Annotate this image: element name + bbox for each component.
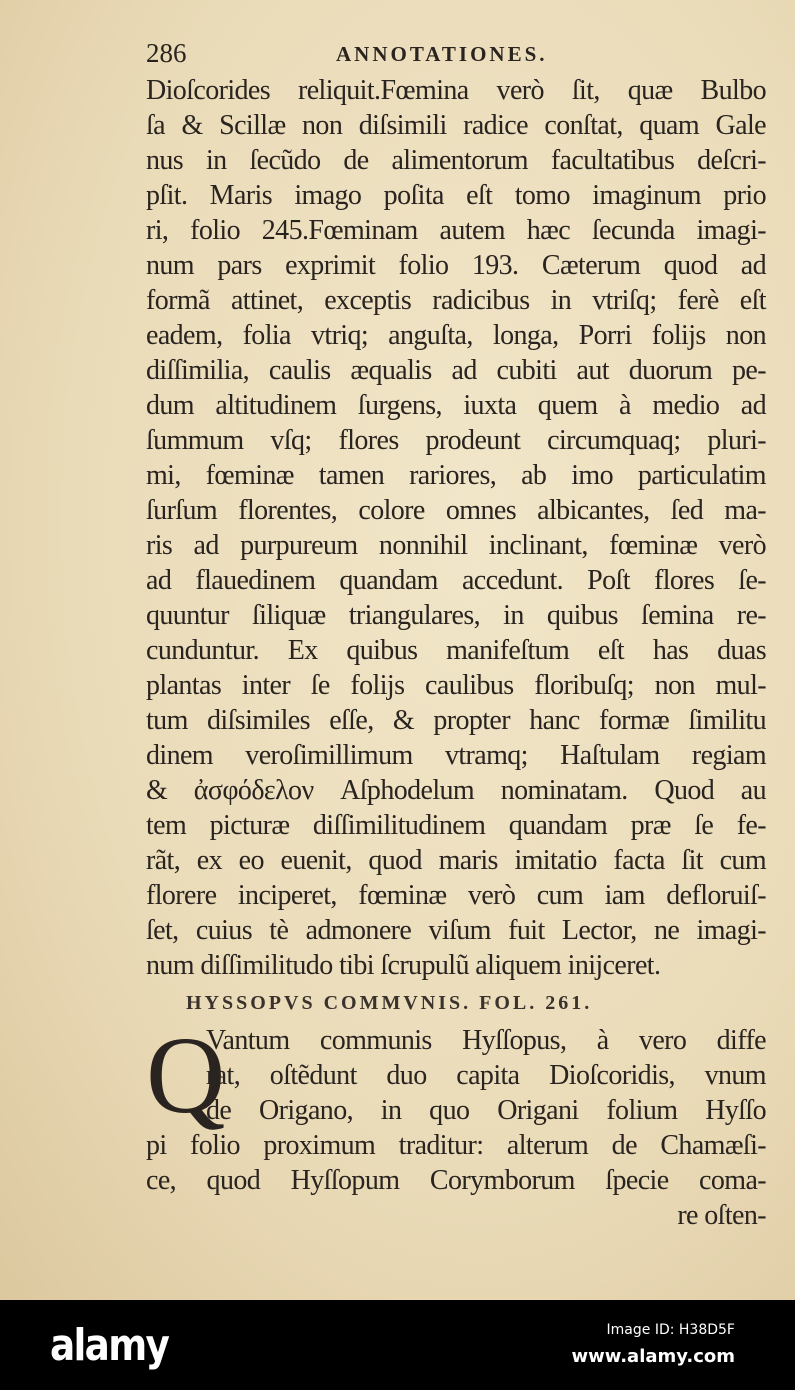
text-line: plantas inter ſe folijs caulibus floribuſq; non mul- <box>146 670 766 701</box>
text-line: rãt, ex eo euenit, quod maris imitatio facta ſit cum <box>146 845 766 876</box>
text-line: tem picturæ diſſimilitudinem quandam præ ſe fe- <box>146 810 766 841</box>
text-line: dum altitudinem ſurgens, iuxta quem à medio ad <box>146 390 766 421</box>
text-line: quuntur ſiliquæ triangulares, in quibus ſemina re- <box>146 600 766 631</box>
running-head: ANNOTATIONES. <box>336 42 548 66</box>
text-line: num diſſimilitudo tibi ſcrupulũ aliquem inijceret. <box>146 950 661 981</box>
page-header <box>146 38 766 72</box>
text-line: ris ad purpureum nonnihil inclinant, fœminæ verò <box>146 530 766 561</box>
text-line: formã attinet, exceptis radicibus in vtriſq; ferè eſt <box>146 285 766 316</box>
alamy-logo: alamy <box>50 1320 169 1371</box>
page-body <box>146 73 766 1233</box>
text-line: ſa & Scillæ non diſsimili radice conſtat, quam Gale <box>146 110 766 141</box>
text-line: ſummum vſq; flores prodeunt circumquaq; pluri- <box>146 425 766 456</box>
text-line: rat, oſtẽdunt duo capita Dioſcoridis, vnum <box>206 1060 766 1091</box>
text-line: num pars exprimit folio 193. Cæterum quod ad <box>146 250 766 281</box>
section-heading: HYSSOPVS COMMVNIS. FOL. 261. <box>186 992 593 1014</box>
text-line: pſit. Maris imago poſita eſt tomo imaginum prio <box>146 180 766 211</box>
text-line: mi, fœminæ tamen rariores, ab imo particulatim <box>146 460 766 491</box>
text-line: tum diſsimiles eſſe, & propter hanc formæ ſimilitu <box>146 705 766 736</box>
text-line: & ἀσφόδελον Aſphodelum nominatam. Quod au <box>146 775 766 806</box>
text-line: ri, folio 245.Fœminam autem hæc ſecunda imagi- <box>146 215 766 246</box>
text-line: Dioſcorides reliquit.Fœmina verò ſit, quæ Bulbo <box>146 75 766 106</box>
text-line: Vantum communis Hyſſopus, à vero diffe <box>206 1025 766 1056</box>
text-line: ad flauedinem quandam accedunt. Poſt flores ſe- <box>146 565 766 596</box>
text-line: ſet, cuius tè admonere viſum fuit Lector, ne imagi- <box>146 915 766 946</box>
watermark-footer <box>0 1300 795 1390</box>
text-line: cunduntur. Ex quibus manifeſtum eſt has duas <box>146 635 766 666</box>
paragraph-1 <box>146 73 766 983</box>
text-line: de Origano, in quo Origani folium Hyſſo <box>206 1095 766 1126</box>
text-line: pi folio proximum traditur: alterum de Chamæſi- <box>146 1130 766 1161</box>
drop-cap: Q <box>146 1014 226 1136</box>
website: www.alamy.com <box>571 1346 735 1367</box>
image-id: Image ID: H38D5F <box>606 1322 735 1338</box>
text-line: eadem, folia vtriq; anguſta, longa, Porri folijs non <box>146 320 766 351</box>
page-number: 286 <box>146 38 187 68</box>
text-line: dinem veroſimillimum vtramq; Haſtulam regiam <box>146 740 766 771</box>
text-line: diſſimilia, caulis æqualis ad cubiti aut duorum pe- <box>146 355 766 386</box>
text-line: nus in ſecũdo de alimentorum facultatibus deſcri- <box>146 145 766 176</box>
paragraph-2 <box>146 1014 766 1233</box>
text-line: re oſten- <box>677 1200 766 1231</box>
text-line: ſurſum florentes, colore omnes albicantes, ſed ma- <box>146 495 766 526</box>
text-line: ce, quod Hyſſopum Corymborum ſpecie coma- <box>146 1165 766 1196</box>
text-line: florere inciperet, fœminæ verò cum iam defloruiſ- <box>146 880 766 911</box>
